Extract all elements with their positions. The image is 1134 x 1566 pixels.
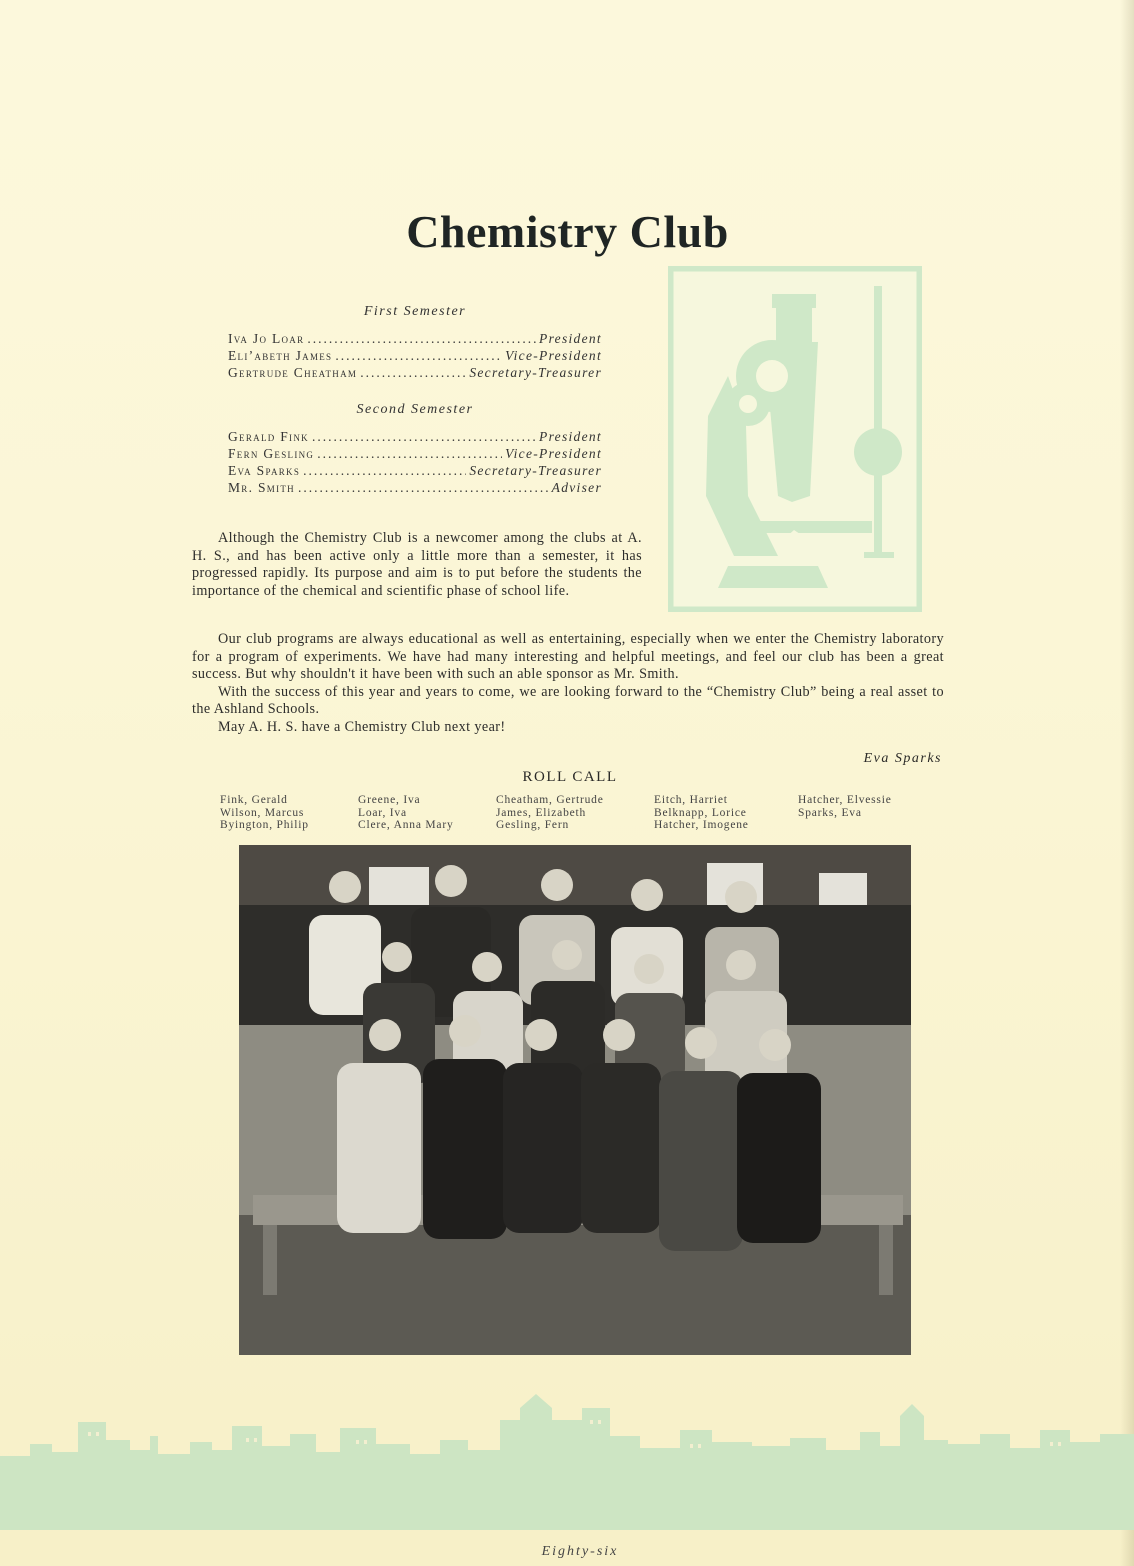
roll-name: Gesling, Fern xyxy=(496,819,570,831)
first-semester-officers xyxy=(228,330,602,381)
roll-call-title: ROLL CALL xyxy=(522,769,618,785)
roll-name: Cheatham, Gertrude xyxy=(496,794,604,806)
roll-name: Hatcher, Imogene xyxy=(654,819,749,831)
roll-name: Sparks, Eva xyxy=(798,806,862,819)
paragraph-success: With the success of this year and years to come, we are looking forward to the “Chemistry Club” being a real asset to the Ashland Schools. xyxy=(192,683,944,717)
roll-name: Wilson, Marcus xyxy=(220,806,305,819)
first-semester-heading: First Semester xyxy=(363,304,467,319)
roll-column xyxy=(358,794,454,832)
roll-column xyxy=(496,794,604,832)
roll-name: Clere, Anna Mary xyxy=(358,819,454,831)
officer-row xyxy=(228,462,602,479)
microscope-flask-emblem xyxy=(668,266,922,612)
second-semester-heading: Second Semester xyxy=(356,402,474,417)
officer-row xyxy=(228,364,602,381)
roll-name: Hatcher, Elvessie xyxy=(798,794,892,806)
officer-name: Eva Sparks xyxy=(228,463,301,478)
officer-role: Adviser xyxy=(551,480,602,495)
officer-row xyxy=(228,330,602,347)
page-edge-shadow xyxy=(1120,0,1134,1566)
article-intro xyxy=(192,530,642,600)
officer-role: Secretary-Treasurer xyxy=(469,463,602,478)
author-signature: Eva Sparks xyxy=(863,751,942,766)
roll-name: James, Elizabeth xyxy=(496,806,587,819)
roll-column xyxy=(220,794,309,832)
page-number: Eighty-six xyxy=(541,1544,619,1559)
officer-role: Vice-President xyxy=(505,446,602,461)
officer-role: Vice-President xyxy=(505,348,602,363)
leader-dots xyxy=(303,462,466,479)
roll-column xyxy=(798,794,892,819)
officer-role: Secretary-Treasurer xyxy=(469,365,602,380)
officer-row xyxy=(228,347,602,364)
officer-name: Iva Jo Loar xyxy=(228,331,305,346)
leader-dots xyxy=(335,347,502,364)
article-body xyxy=(192,631,944,736)
officer-name: Eli’abeth James xyxy=(228,348,333,363)
officer-name: Mr. Smith xyxy=(228,480,295,495)
leader-dots xyxy=(312,428,536,445)
roll-name: Eitch, Harriet xyxy=(654,794,728,806)
officer-row xyxy=(228,428,602,445)
leader-dots xyxy=(307,330,536,347)
page-title: Chemistry Club xyxy=(406,206,729,257)
leader-dots xyxy=(298,479,549,496)
officer-row xyxy=(228,479,602,496)
roll-name: Byington, Philip xyxy=(220,819,309,831)
officer-name: Gerald Fink xyxy=(228,429,309,444)
leader-dots xyxy=(360,364,466,381)
roll-column xyxy=(654,794,749,832)
officer-name: Gertrude Cheatham xyxy=(228,365,358,380)
officer-role: President xyxy=(539,331,602,346)
officer-row xyxy=(228,445,602,462)
paragraph-closing: May A. H. S. have a Chemistry Club next year! xyxy=(218,718,506,735)
second-semester-officers xyxy=(228,428,602,496)
roll-name: Fink, Gerald xyxy=(220,794,288,806)
roll-name: Greene, Iva xyxy=(358,794,421,806)
city-skyline-decoration xyxy=(0,1380,1134,1530)
officer-name: Fern Gesling xyxy=(228,446,315,461)
leader-dots xyxy=(317,445,502,462)
officer-role: President xyxy=(539,429,602,444)
intro-paragraph: Although the Chemistry Club is a newcomer among the clubs at A. H. S., and has been active only a little more than a semester, it has progressed rapidly. Its purpose and aim is to put before the students the importance of the chemical and scientific phase of school life. xyxy=(192,530,642,599)
roll-name: Belknapp, Lorice xyxy=(654,806,747,819)
paragraph-programs: Our club programs are always educational as well as entertaining, especially when we enter the Chemistry laboratory for a program of experiments. We have had many interesting and helpful meetings, and feel our club has been a great success. But why shouldn't it have been with such an able sponsor as Mr. Smith. xyxy=(192,631,944,682)
roll-name: Loar, Iva xyxy=(358,806,407,819)
group-photograph xyxy=(239,845,911,1355)
